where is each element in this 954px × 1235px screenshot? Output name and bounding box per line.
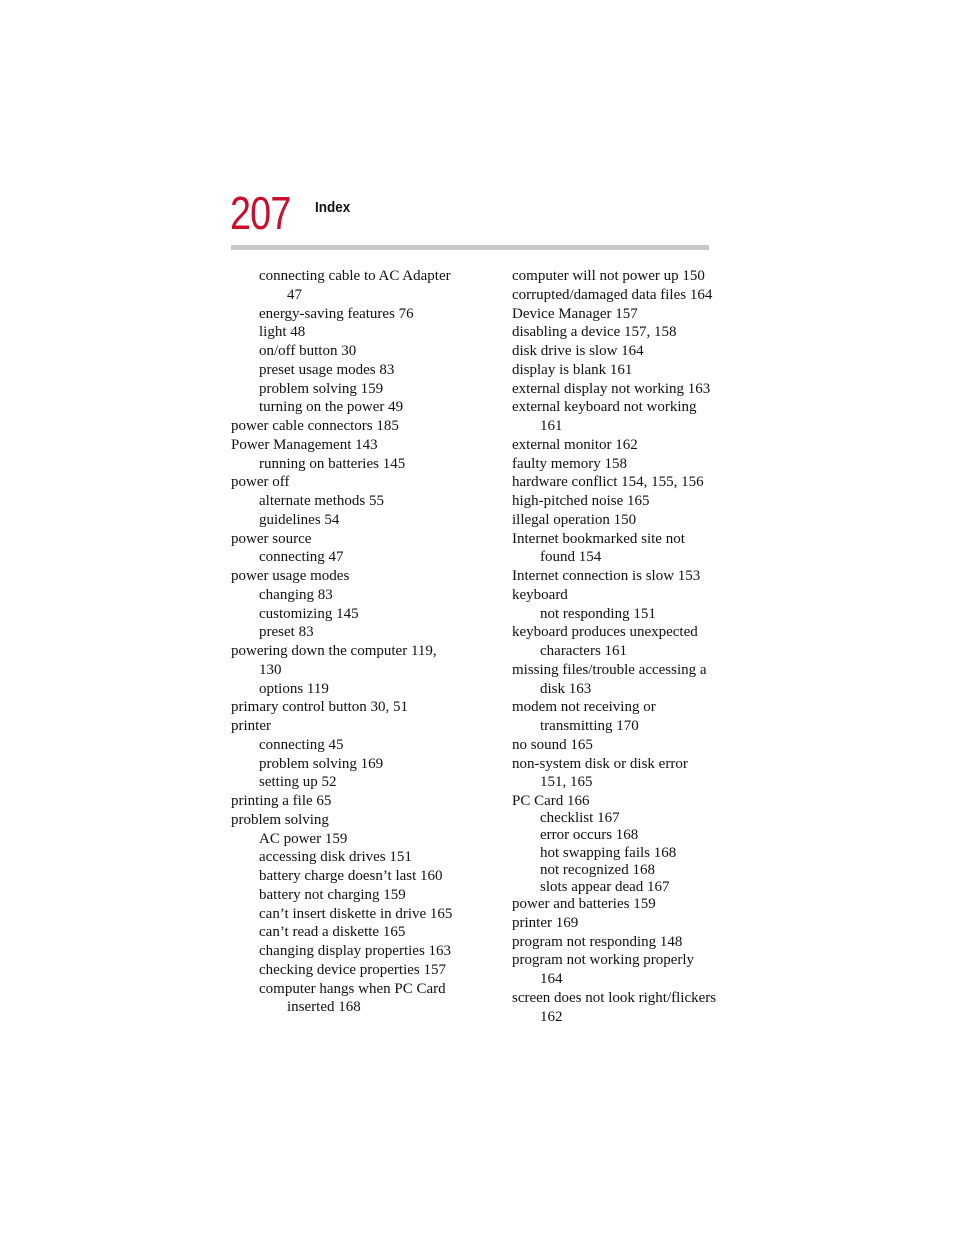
index-entry: Power Management 143 <box>231 436 378 453</box>
index-entry: not responding 151 <box>540 605 656 622</box>
index-entry: turning on the power 49 <box>259 399 404 416</box>
index-entry: checklist 167 <box>540 810 620 827</box>
index-entry: modem not receiving or <box>512 699 656 716</box>
index-entry: problem solving 169 <box>259 755 384 772</box>
page-number: 207 <box>230 187 291 239</box>
index-entry: light 48 <box>259 324 306 341</box>
index-entry: primary control button 30, 51 <box>231 699 409 716</box>
header-rule <box>231 245 709 250</box>
index-entry: Device Manager 157 <box>512 305 638 322</box>
index-entry: screen does not look right/flickers <box>512 989 717 1006</box>
index-entry: Internet bookmarked site not <box>512 530 685 547</box>
index-entry: changing 83 <box>259 586 333 603</box>
index-entry: found 154 <box>540 549 602 566</box>
index-entry: program not responding 148 <box>512 933 683 950</box>
index-entry: preset 83 <box>259 624 314 641</box>
index-entry: powering down the computer 119, <box>231 643 437 659</box>
index-entry: 162 <box>540 1008 563 1025</box>
index-entry: Internet connection is slow 153 <box>512 568 701 584</box>
index-entry: alternate methods 55 <box>259 493 384 509</box>
index-entry: disk 163 <box>540 680 592 697</box>
index-entry: hot swapping fails 168 <box>540 844 677 861</box>
index-entry: power cable connectors 185 <box>231 418 399 434</box>
index-entry: keyboard <box>512 586 568 603</box>
index-entry: options 119 <box>259 680 329 697</box>
index-entry: changing display properties 163 <box>259 943 452 959</box>
index-entry: running on batteries 145 <box>259 455 406 472</box>
index-entry: on/off button 30 <box>259 343 357 359</box>
index-entry: illegal operation 150 <box>512 511 637 528</box>
index-entry: computer hangs when PC Card <box>259 980 446 997</box>
index-entry: slots appear dead 167 <box>540 879 670 895</box>
index-entry: external keyboard not working <box>512 399 697 416</box>
index-entry: 151, 165 <box>540 774 593 791</box>
index-entry: energy-saving features 76 <box>259 305 414 322</box>
index-entry: computer will not power up 150 <box>512 268 705 284</box>
index-entry: can’t read a diskette 165 <box>259 924 406 941</box>
index-entry: connecting cable to AC Adapter <box>259 268 451 284</box>
index-entry: no sound 165 <box>512 736 593 753</box>
index-entry: 161 <box>540 418 563 434</box>
index-entry: error occurs 168 <box>540 827 639 844</box>
index-entry: 164 <box>540 971 563 988</box>
index-entry: 47 <box>287 286 302 303</box>
index-entry: characters 161 <box>540 643 628 659</box>
index-entry: customizing 145 <box>259 605 359 622</box>
index-entry: problem solving <box>231 811 329 828</box>
index-entry: can’t insert diskette in drive 165 <box>259 905 453 922</box>
index-entry: missing files/trouble accessing a <box>512 661 707 678</box>
index-entry: battery not charging 159 <box>259 886 406 903</box>
index-entry: 130 <box>259 661 282 678</box>
index-entry: external display not working 163 <box>512 380 711 397</box>
index-entry: connecting 47 <box>259 549 344 566</box>
index-entry: battery charge doesn’t last 160 <box>259 868 443 884</box>
index-entry: keyboard produces unexpected <box>512 624 698 641</box>
index-entry: power and batteries 159 <box>512 896 656 913</box>
index-entry: power source <box>231 530 312 547</box>
index-entry: program not working properly <box>512 952 695 969</box>
index-entry: disk drive is slow 164 <box>512 343 644 359</box>
index-entry: guidelines 54 <box>259 511 340 528</box>
index-entry: checking device properties 157 <box>259 961 447 978</box>
index-entry: non-system disk or disk error <box>512 755 688 772</box>
index-entry: printer <box>231 718 271 734</box>
index-entry: external monitor 162 <box>512 436 638 453</box>
index-entry: inserted 168 <box>287 999 361 1016</box>
index-entry: display is blank 161 <box>512 361 633 378</box>
index-entry: problem solving 159 <box>259 380 384 397</box>
index-entry: printing a file 65 <box>231 793 332 809</box>
index-entry: PC Card 166 <box>512 793 590 809</box>
index-entry: power usage modes <box>231 568 350 584</box>
index-entry: disabling a device 157, 158 <box>512 324 677 341</box>
index-entry: corrupted/damaged data files 164 <box>512 286 713 303</box>
index-entry: hardware conflict 154, 155, 156 <box>512 474 704 491</box>
section-title: Index <box>315 199 351 216</box>
index-entry: preset usage modes 83 <box>259 361 395 378</box>
index-entry: AC power 159 <box>259 830 348 847</box>
index-entry: printer 169 <box>512 914 579 931</box>
index-entry: high-pitched noise 165 <box>512 493 650 509</box>
index-entry: accessing disk drives 151 <box>259 849 412 866</box>
index-entry: power off <box>231 474 290 491</box>
index-entry: connecting 45 <box>259 736 344 753</box>
index-entry: faulty memory 158 <box>512 455 627 472</box>
index-entry: not recognized 168 <box>540 861 655 878</box>
index-entry: setting up 52 <box>259 774 337 791</box>
index-entry: transmitting 170 <box>540 718 639 734</box>
